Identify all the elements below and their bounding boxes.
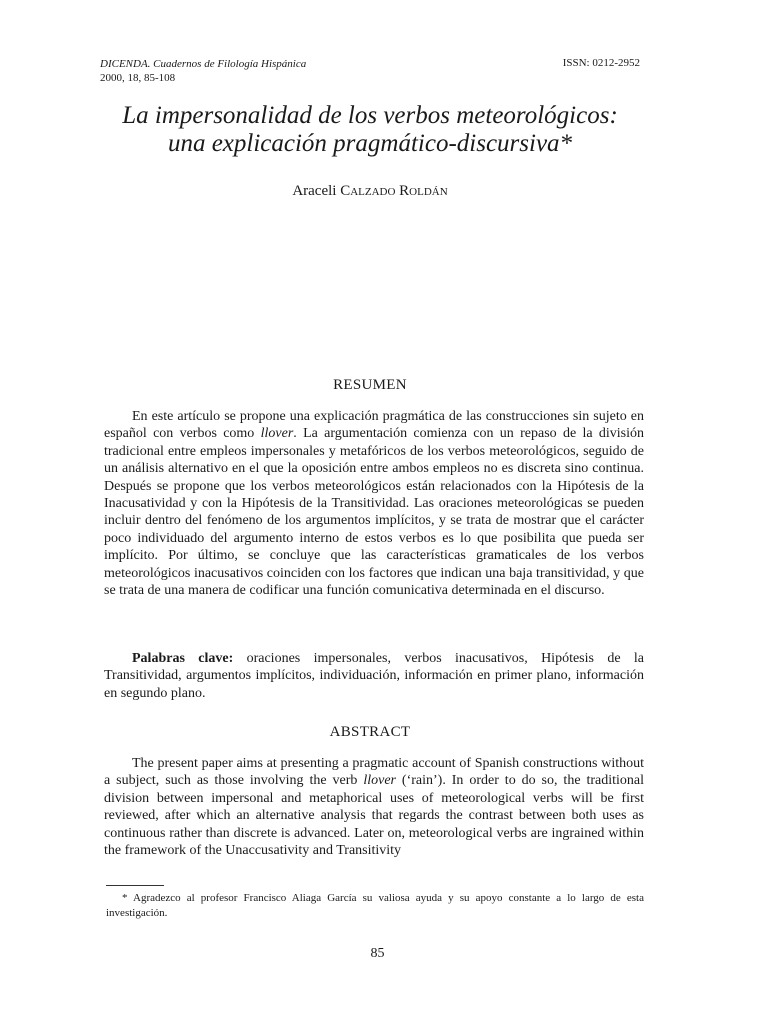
resumen-italic-word: llover xyxy=(260,426,294,442)
keywords-label: Palabras clave: xyxy=(132,651,234,666)
author-name xyxy=(100,183,640,200)
title-line-2: una explicación pragmático-discursiva* xyxy=(167,130,573,157)
resumen-paragraph xyxy=(104,408,644,599)
article-title xyxy=(100,102,640,158)
journal-title: DICENDA. Cuadernos de Filología Hispánica xyxy=(100,58,307,70)
resumen-text-part2: . La argumentación comienza con un repaso de la división tradicional entre empleos impersonales y metafóricos de los verbos meteorológicos, seguido de un análisis alternativo en el que la oposición entre ambos empleos no es discreta sino continua. Después se propone que los verbos meteorológicos están relacionados con la Hipótesis de la Inacusatividad y con la Hipótesis de la Transitividad. Las oraciones meteorológicas se pueden incluir dentro del fenómeno de los argumentos implícitos, y se trata de mostrar que el carácter poco individuado del argumento interno de estos verbos es lo que posibilita que pueda ser implícito. Por último, se concluye que las características gramaticales de los verbos meteorológicos inacusativos coinciden con los factores que indican una baja transitividad, y que se trata de una manera de codificar una función comunicativa determinada en el discurso. xyxy=(104,426,644,599)
abstract-text-part1: The present paper aims at presenting a pragmatic account of Spanish constructions without a subject, such as those involving the verb xyxy=(104,756,644,789)
resumen-heading: RESUMEN xyxy=(333,377,407,393)
issn: ISSN: 0212-2952 xyxy=(562,57,640,69)
journal-header xyxy=(100,57,306,85)
footnote-divider xyxy=(106,885,164,886)
abstract-italic-word: llover xyxy=(363,773,396,789)
title-line-1: La impersonalidad de los verbos meteorológicos: xyxy=(122,102,618,129)
keywords-text: oraciones impersonales, verbos inacusativos, Hipótesis de la Transitividad, argumentos implícitos, individuación, información en primer plano, información en segundo plano. xyxy=(104,651,644,701)
footnote: * Agradezco al profesor Francisco Aliaga García su valiosa ayuda y su apoyo constante a lo largo de esta investigación. xyxy=(106,892,644,919)
resumen-text-part1: En este artículo se propone una explicación pragmática de las construcciones sin sujeto en español con verbos como xyxy=(104,409,644,442)
abstract-text-part2: (‘rain’). In order to do so, the traditional division between impersonal and metaphorical uses of meteorological verbs will be first reviewed, after which an alternative analysis that regards the contrast between both uses as continuous rather than discrete is advanced. Later on, meteorological verbs are ingrained within the framework of the Unaccusativity and Transitivity xyxy=(104,773,644,859)
author-first-name: Araceli xyxy=(292,183,337,199)
abstract-paragraph xyxy=(104,755,644,859)
keywords-paragraph xyxy=(104,650,644,702)
abstract-heading: ABSTRACT xyxy=(329,724,411,740)
page-number: 85 xyxy=(370,946,385,961)
volume-info: 2000, 18, 85-108 xyxy=(100,72,176,84)
author-last-name: Calzado Roldán xyxy=(340,183,448,199)
